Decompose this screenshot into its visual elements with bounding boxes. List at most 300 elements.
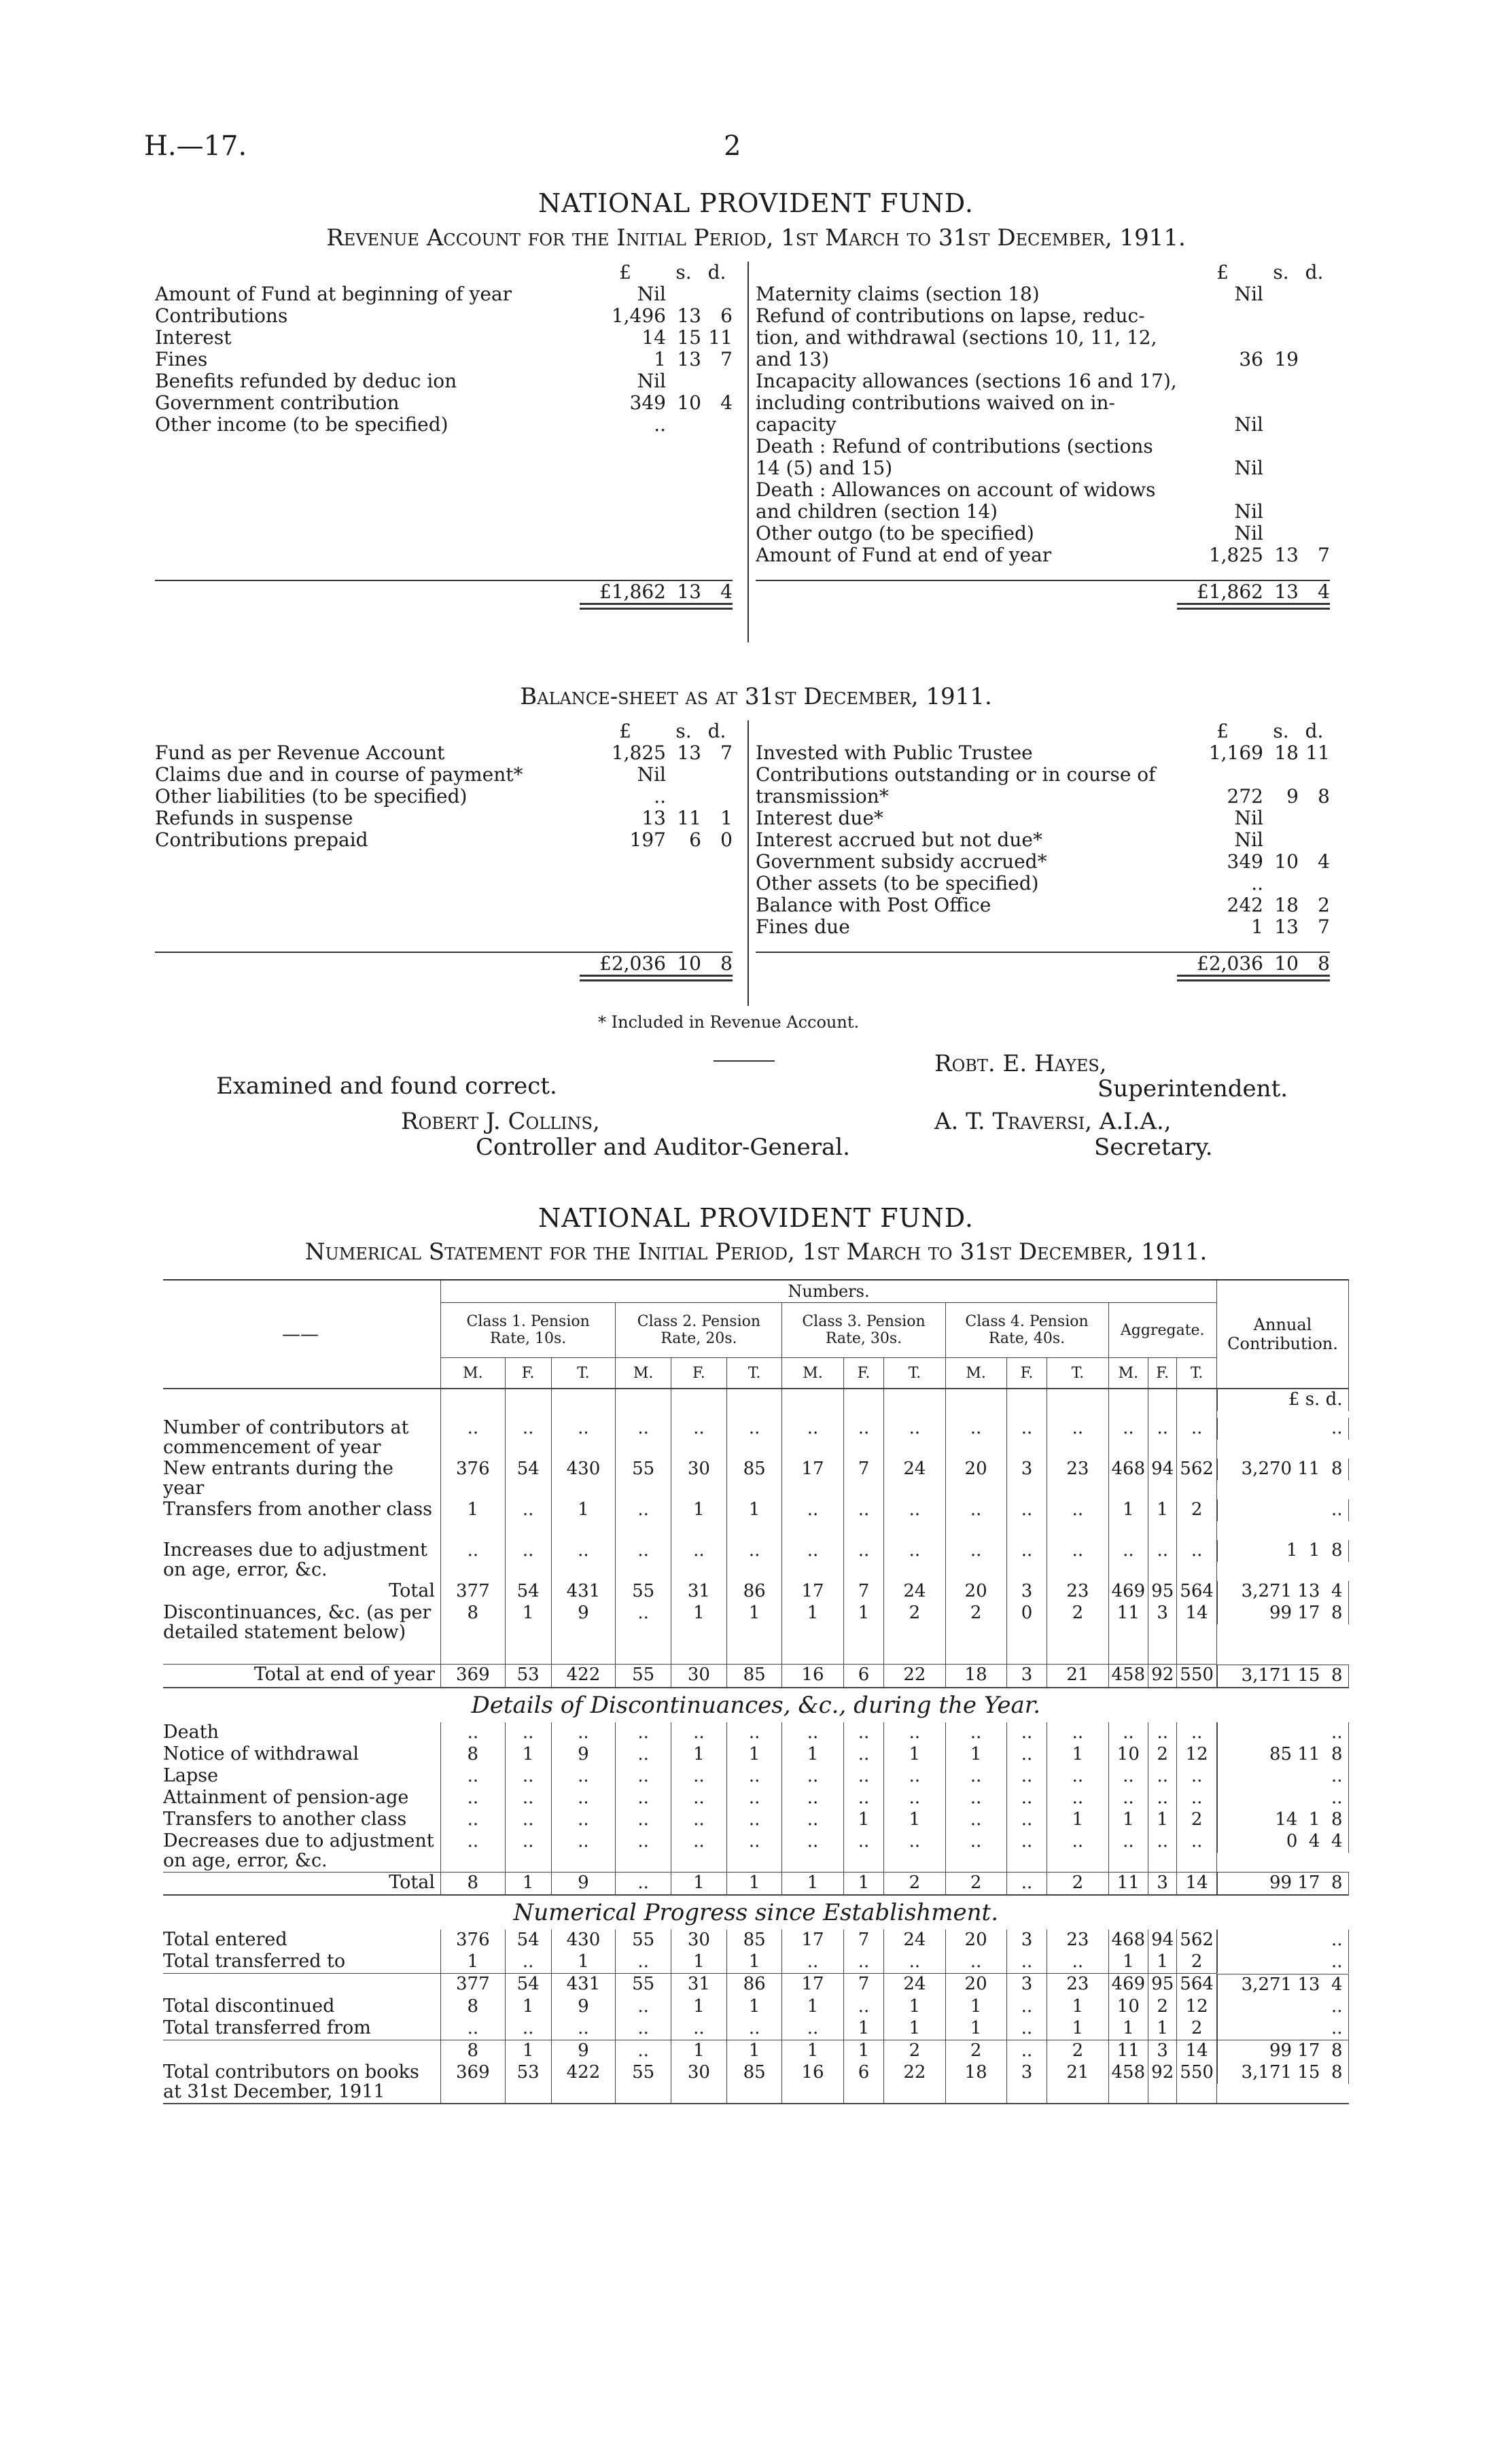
count-cell: .. — [616, 2018, 671, 2040]
amount-s: 11 — [677, 807, 701, 829]
count-cell: 55 — [616, 2062, 671, 2104]
total-d: 4 — [720, 580, 733, 603]
amount-s — [1263, 436, 1299, 457]
currency-head-cell: d. — [707, 261, 726, 283]
details-heading: Details of Discontinuances, &c., during the Year. — [163, 1688, 1349, 1722]
count-cell: 85 — [726, 1930, 782, 1951]
account-total-row — [155, 952, 733, 975]
account-label: Fund as per Revenue Account — [155, 742, 445, 764]
amount-l: Nil — [1234, 807, 1263, 829]
count-cell: .. — [505, 1831, 551, 1873]
account-label: Other income (to be specified) — [155, 414, 449, 436]
annual-contribution-cell: .. — [1217, 1996, 1349, 2018]
amount-d — [1299, 283, 1330, 305]
count-cell: .. — [1177, 1418, 1217, 1459]
secretary-title: Secretary. — [1094, 1134, 1213, 1161]
count-cell: 53 — [505, 2062, 551, 2104]
count-cell: 3 — [1006, 1459, 1047, 1499]
spacer — [671, 1389, 727, 1418]
count-cell: 85 — [726, 2062, 782, 2104]
count-cell: .. — [1006, 1418, 1047, 1459]
count-cell: .. — [884, 1540, 945, 1581]
count-cell: 1 — [671, 1744, 727, 1766]
count-cell: 3 — [1006, 1665, 1047, 1688]
count-cell: 1 — [782, 1603, 843, 1665]
total-d: 4 — [1318, 580, 1330, 603]
account-row — [756, 523, 1330, 544]
spacer — [616, 1389, 671, 1418]
count-cell: .. — [616, 1603, 671, 1665]
count-cell: 1 — [782, 1872, 843, 1895]
sex-header: M. — [616, 1358, 671, 1389]
amount-l: Nil — [637, 283, 666, 305]
count-cell: .. — [726, 1831, 782, 1873]
account-label: Refunds in suspense — [155, 807, 353, 829]
count-cell: 23 — [1047, 1581, 1108, 1603]
account-label: Contributions outstanding or in course of — [756, 764, 1156, 786]
count-cell: .. — [1006, 1831, 1047, 1873]
account-row — [756, 916, 1330, 938]
revenue-divider — [748, 262, 749, 642]
count-cell: 92 — [1148, 2062, 1177, 2104]
amount-l: .. — [1251, 872, 1263, 894]
count-cell: 30 — [671, 1459, 727, 1499]
count-cell: .. — [1108, 1831, 1148, 1873]
amount-l: 14 — [641, 326, 666, 349]
account-row — [756, 894, 1330, 916]
currency-head-cell: £ — [619, 261, 631, 283]
count-cell: .. — [505, 1788, 551, 1809]
examined-note: Examined and found correct. — [216, 1073, 557, 1100]
amount-d — [1299, 457, 1330, 479]
count-cell: 17 — [782, 1581, 843, 1603]
count-cell: 1 — [441, 1499, 506, 1540]
account-total-row — [756, 580, 1330, 603]
count-cell: .. — [671, 1788, 727, 1809]
count-cell: 14 — [1177, 2040, 1217, 2062]
amount-d: 7 — [720, 348, 733, 370]
amount-s — [1263, 829, 1299, 851]
amount-s: 18 — [1274, 742, 1299, 764]
count-cell: 0 — [1006, 1603, 1047, 1665]
bottom-rule — [163, 2104, 1349, 2107]
count-cell: .. — [616, 1766, 671, 1788]
account-label: Contributions prepaid — [155, 829, 368, 851]
annual-contribution-cell: 3,270 11 8 — [1217, 1459, 1349, 1480]
count-cell: 564 — [1177, 1581, 1217, 1603]
amount-s — [1263, 392, 1299, 414]
count-cell: .. — [616, 1788, 671, 1809]
count-cell: 85 — [726, 1665, 782, 1688]
count-cell: .. — [843, 1540, 884, 1581]
account-row — [155, 829, 733, 851]
count-cell: 1 — [884, 1744, 945, 1766]
balance-footnote: * Included in Revenue Account. — [598, 1013, 860, 1032]
count-cell: 2 — [1177, 1809, 1217, 1831]
sex-header: F. — [843, 1358, 884, 1389]
count-cell: 8 — [441, 1603, 506, 1665]
count-cell: .. — [782, 1540, 843, 1581]
count-cell: 9 — [551, 2040, 616, 2062]
amount-d — [1299, 764, 1330, 786]
count-cell: .. — [441, 1831, 506, 1873]
amount-d: 4 — [1318, 850, 1330, 873]
annual-contribution-cell: 3,171 15 8 — [1217, 2062, 1349, 2084]
class-header: Class 1. Pension Rate, 10s. — [441, 1303, 616, 1358]
count-cell: .. — [843, 1996, 884, 2018]
currency-head-cell: s. — [1273, 261, 1289, 283]
amount-d — [1299, 327, 1330, 349]
amount-s — [1263, 807, 1299, 829]
account-label: Other liabilities (to be specified) — [155, 786, 468, 807]
page-number: 2 — [724, 130, 741, 162]
count-cell: 95 — [1148, 1974, 1177, 1996]
annual-contribution-cell: .. — [1217, 1766, 1349, 1788]
amount-s: 13 — [677, 348, 701, 370]
count-cell: .. — [726, 1788, 782, 1809]
count-cell: .. — [1006, 1951, 1047, 1974]
count-cell: 94 — [1148, 1459, 1177, 1499]
count-cell: 30 — [671, 2062, 727, 2104]
count-cell: .. — [616, 1418, 671, 1459]
balance-subtitle: Balance-sheet as at 31st December, 1911. — [520, 683, 992, 710]
count-cell: .. — [843, 1831, 884, 1873]
sex-header: F. — [1006, 1358, 1047, 1389]
amount-d — [1299, 414, 1330, 436]
account-row — [155, 742, 733, 764]
amount-d: 7 — [1318, 544, 1330, 566]
count-cell: 1 — [843, 2018, 884, 2040]
count-cell: .. — [1108, 1788, 1148, 1809]
count-cell: 21 — [1047, 1665, 1108, 1688]
count-cell: 1 — [1148, 2018, 1177, 2040]
account-row — [756, 370, 1330, 392]
count-cell: 10 — [1108, 1996, 1148, 2018]
count-cell: 24 — [884, 1581, 945, 1603]
count-cell: 1 — [726, 1499, 782, 1540]
count-cell: .. — [945, 1766, 1006, 1788]
count-cell: .. — [616, 1744, 671, 1766]
annual-contribution-cell: 14 1 8 — [1217, 1809, 1349, 1831]
count-cell: .. — [616, 1996, 671, 2018]
account-label: and 13) — [756, 349, 830, 370]
count-cell: .. — [1006, 1872, 1047, 1895]
count-cell: .. — [945, 1418, 1006, 1459]
sex-header: T. — [1047, 1358, 1108, 1389]
count-cell: 1 — [726, 1996, 782, 2018]
account-row — [756, 457, 1330, 479]
statement-row-label: Total transferred from — [163, 2018, 441, 2040]
count-cell: 2 — [884, 2040, 945, 2062]
amount-d — [1299, 479, 1330, 501]
spacer — [843, 1389, 884, 1418]
amount-l: 1,825 — [611, 742, 666, 764]
count-cell: 85 — [726, 1459, 782, 1499]
amount-s — [1263, 283, 1299, 305]
row-label-header: —— — [163, 1281, 441, 1389]
count-cell: 11 — [1108, 2040, 1148, 2062]
count-cell: 23 — [1047, 1459, 1108, 1499]
annual-contribution-cell: .. — [1217, 1418, 1349, 1440]
count-cell: .. — [945, 1809, 1006, 1831]
count-cell: 55 — [616, 1665, 671, 1688]
revenue-title: NATIONAL PROVIDENT FUND. — [538, 188, 974, 218]
count-cell: .. — [505, 1951, 551, 1974]
count-cell: 458 — [1108, 1665, 1148, 1688]
amount-d: 7 — [1318, 916, 1330, 938]
statement-row-label: Increases due to adjustment on age, error, &c. — [163, 1540, 441, 1581]
statement-row-label — [163, 1974, 441, 1996]
count-cell: 1 — [782, 1996, 843, 2018]
count-cell: 8 — [441, 1872, 506, 1895]
annual-contribution-cell: 99 17 8 — [1217, 1603, 1349, 1624]
amount-s — [1263, 305, 1299, 327]
count-cell: 1 — [1047, 1996, 1108, 2018]
annual-contribution-cell: .. — [1217, 2018, 1349, 2040]
count-cell: .. — [551, 1722, 616, 1744]
spacer — [155, 720, 584, 742]
statement-row-label: Total entered — [163, 1930, 441, 1951]
count-cell: .. — [616, 1499, 671, 1540]
account-label: Contributions — [155, 305, 288, 327]
statement-row-label: Death — [163, 1722, 441, 1744]
count-cell: 2 — [945, 1872, 1006, 1895]
count-cell: .. — [1006, 1766, 1047, 1788]
statement-row-label: Transfers to another class — [163, 1809, 441, 1831]
count-cell: 430 — [551, 1459, 616, 1499]
count-cell: 54 — [505, 1459, 551, 1499]
account-row — [756, 851, 1330, 873]
amount-l: 1,825 — [1208, 544, 1263, 566]
count-cell: 469 — [1108, 1581, 1148, 1603]
spacer — [155, 262, 584, 283]
count-cell: 1 — [441, 1951, 506, 1974]
count-cell: 22 — [884, 1665, 945, 1688]
count-cell: .. — [616, 1831, 671, 1873]
count-cell: 8 — [441, 1744, 506, 1766]
spacer — [756, 581, 1182, 603]
count-cell: 1 — [1148, 1809, 1177, 1831]
currency-header — [155, 720, 733, 742]
count-cell: .. — [441, 2018, 506, 2040]
count-cell: .. — [726, 1809, 782, 1831]
count-cell: .. — [945, 1722, 1006, 1744]
sex-header: F. — [1148, 1358, 1177, 1389]
account-label: Balance with Post Office — [756, 894, 991, 916]
count-cell: 1 — [884, 1996, 945, 2018]
account-row — [155, 392, 733, 414]
currency-head-cell: d. — [1305, 261, 1324, 283]
account-label: Interest due* — [756, 807, 883, 829]
count-cell: 1 — [551, 1951, 616, 1974]
amount-d — [701, 370, 733, 392]
count-cell: .. — [782, 1809, 843, 1831]
revenue-outgo-column — [756, 262, 1330, 610]
count-cell: 550 — [1177, 1665, 1217, 1688]
spacer — [163, 1389, 441, 1418]
account-label: Interest accrued but not due* — [756, 829, 1042, 851]
count-cell: 369 — [441, 2062, 506, 2104]
count-cell: 2 — [1148, 1744, 1177, 1766]
annual-contribution-cell: .. — [1217, 1930, 1349, 1951]
sex-header: M. — [1108, 1358, 1148, 1389]
count-cell: .. — [782, 2018, 843, 2040]
amount-l: Nil — [1234, 283, 1263, 305]
account-row — [756, 544, 1330, 566]
account-label: Other outgo (to be specified) — [756, 523, 1034, 544]
statement-row-label: Total discontinued — [163, 1996, 441, 2018]
total-s: 10 — [1274, 952, 1299, 975]
amount-d — [1299, 523, 1330, 544]
count-cell: .. — [1047, 1951, 1108, 1974]
annual-contribution-cell: 85 11 8 — [1217, 1744, 1349, 1766]
count-cell: .. — [945, 1951, 1006, 1974]
account-label: Death : Allowances on account of widows — [756, 479, 1156, 501]
account-label: Fines due — [756, 916, 850, 938]
spacer — [756, 720, 1182, 742]
count-cell: 3 — [1006, 1581, 1047, 1603]
account-total-row — [756, 952, 1330, 975]
count-cell: .. — [505, 1540, 551, 1581]
count-cell: 16 — [782, 1665, 843, 1688]
amount-s: 19 — [1274, 348, 1299, 370]
amount-d: 8 — [1318, 785, 1330, 807]
count-cell: .. — [616, 2040, 671, 2062]
count-cell: 54 — [505, 1930, 551, 1951]
amount-s — [1263, 873, 1299, 894]
count-cell: 1 — [1047, 1744, 1108, 1766]
account-row — [756, 764, 1330, 786]
count-cell: 17 — [782, 1459, 843, 1499]
currency-head-cell: £ — [619, 720, 631, 742]
count-cell: .. — [1047, 1831, 1108, 1873]
annual-contribution-cell: .. — [1217, 1722, 1349, 1744]
amount-l — [1182, 370, 1263, 392]
count-cell: .. — [1006, 1788, 1047, 1809]
count-cell: .. — [671, 1766, 727, 1788]
count-cell: 86 — [726, 1974, 782, 1996]
annual-contribution-cell: 3,271 13 4 — [1217, 1581, 1349, 1603]
double-rule — [580, 975, 733, 981]
count-cell: 23 — [1047, 1974, 1108, 1996]
annual-contribution-cell: .. — [1217, 1951, 1349, 1973]
currency-head-cell: d. — [707, 720, 726, 742]
total-s: 13 — [1274, 580, 1299, 603]
count-cell: 20 — [945, 1459, 1006, 1499]
account-row — [756, 305, 1330, 327]
amount-l: .. — [654, 413, 666, 436]
numbers-header: Numbers. — [441, 1281, 1217, 1303]
statement-row-label — [163, 2040, 441, 2062]
count-cell: .. — [782, 1788, 843, 1809]
spacer — [756, 953, 1182, 975]
count-cell: 1 — [671, 1872, 727, 1895]
account-row — [756, 392, 1330, 414]
count-cell: 369 — [441, 1665, 506, 1688]
account-label: Incapacity allowances (sections 16 and 17), — [756, 370, 1177, 392]
sex-header: F. — [505, 1358, 551, 1389]
count-cell: .. — [945, 1499, 1006, 1540]
count-cell: 55 — [616, 1581, 671, 1603]
count-cell: .. — [1006, 1809, 1047, 1831]
revenue-subtitle: Revenue Account for the Initial Period, 1st March to 31st December, 1911. — [326, 224, 1186, 251]
amount-l: 349 — [1227, 850, 1263, 873]
amount-l — [1182, 392, 1263, 414]
amount-l: 197 — [629, 829, 666, 851]
count-cell: .. — [505, 1418, 551, 1459]
amount-d — [1299, 807, 1330, 829]
amount-s — [1263, 501, 1299, 523]
amount-d: 7 — [720, 742, 733, 764]
count-cell: 6 — [843, 2062, 884, 2104]
total-s: 10 — [677, 952, 701, 975]
count-cell: .. — [1006, 1540, 1047, 1581]
count-cell: .. — [551, 2018, 616, 2040]
count-cell: .. — [945, 1788, 1006, 1809]
annual-contribution-cell: 1 1 8 — [1217, 1540, 1349, 1562]
count-cell: 20 — [945, 1974, 1006, 1996]
statement-row-label: Notice of withdrawal — [163, 1744, 441, 1766]
spacer — [1047, 1389, 1108, 1418]
amount-s: 18 — [1274, 894, 1299, 916]
count-cell: .. — [671, 1722, 727, 1744]
amount-d — [1299, 370, 1330, 392]
amount-d — [1299, 436, 1330, 457]
amount-l: 1,169 — [1208, 742, 1263, 764]
class-header: Class 2. Pension Rate, 20s. — [616, 1303, 782, 1358]
currency-head-cell: s. — [675, 261, 692, 283]
count-cell: 422 — [551, 2062, 616, 2104]
count-cell: 95 — [1148, 1581, 1177, 1603]
amount-d — [1299, 873, 1330, 894]
amount-d: 2 — [1318, 894, 1330, 916]
count-cell: 468 — [1108, 1459, 1148, 1499]
amount-l: Nil — [1234, 500, 1263, 523]
count-cell: 22 — [884, 2062, 945, 2104]
account-label: Benefits refunded by deduc ion — [155, 370, 457, 392]
amount-d: 4 — [720, 391, 733, 414]
count-cell: 54 — [505, 1581, 551, 1603]
amount-l: Nil — [1234, 457, 1263, 479]
count-cell: 550 — [1177, 2062, 1217, 2104]
amount-s — [666, 764, 701, 786]
amount-l: 242 — [1227, 894, 1263, 916]
count-cell: 21 — [1047, 2062, 1108, 2104]
amount-l: Nil — [1234, 829, 1263, 851]
count-cell: .. — [782, 1418, 843, 1459]
class-header: Class 3. Pension Rate, 30s. — [782, 1303, 945, 1358]
spacer — [505, 1389, 551, 1418]
sex-header: T. — [551, 1358, 616, 1389]
account-row — [756, 807, 1330, 829]
amount-l: Nil — [637, 370, 666, 392]
count-cell: .. — [1047, 1499, 1108, 1540]
count-cell: .. — [1006, 1744, 1047, 1766]
amount-l: Nil — [1234, 522, 1263, 544]
count-cell: 377 — [441, 1581, 506, 1603]
revenue-income-column — [155, 262, 733, 610]
currency-head-cell: s. — [1273, 720, 1289, 742]
amount-d: 6 — [720, 304, 733, 327]
account-row — [155, 283, 733, 305]
amount-d — [701, 283, 733, 305]
count-cell: 86 — [726, 1581, 782, 1603]
count-cell: 3 — [1006, 2062, 1047, 2104]
sex-header: T. — [726, 1358, 782, 1389]
statement-row-label: Total at end of year — [163, 1665, 441, 1688]
page-reference: H.—17. — [144, 130, 247, 162]
amount-s — [1263, 479, 1299, 501]
